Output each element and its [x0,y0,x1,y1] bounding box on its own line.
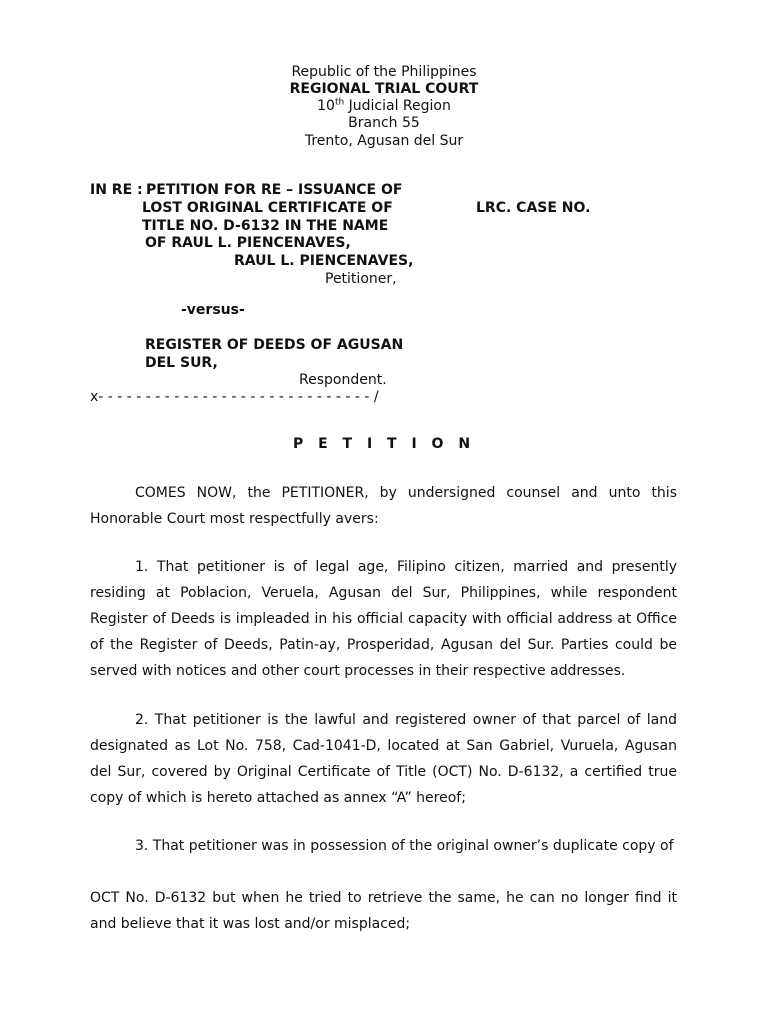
paragraph-2-text: 2. That petitioner is the lawful and registered owner of that parcel of land designated as Lot No. 758, Cad-1041-D, located at San Gabriel, Vuruela, Agusan del Sur, covered by Original Certificate of Title (OCT) No. D-6132, a certified true copy of which is hereto attached as annex “A” hereof; [90,712,677,806]
branch-line: Branch 55 [348,115,420,131]
petitioner-name: RAUL L. PIENCENAVES, [234,253,414,269]
in-re-label: IN RE : [90,182,143,198]
versus-label: -versus- [181,302,245,318]
paragraph-1-text: 1. That petitioner is of legal age, Filipino citizen, married and presently residing at Poblacion, Veruela, Agusan del Sur, Philippines, while respondent Register of Deeds is impleaded in his official capacity with official address at Office of the Register of Deeds, Patin-ay, Prosperidad, Agusan del Sur. Parties could be served with notices and other court processes in their respective addresses. [90,559,677,679]
petitioner-role: Petitioner, [325,271,397,287]
respondent-line-1: REGISTER OF DEEDS OF AGUSAN [145,337,404,353]
respondent-line-2: DEL SUR, [145,355,218,371]
caption-line-1: PETITION FOR RE – ISSUANCE OF [146,182,403,198]
caption-line-2: LOST ORIGINAL CERTIFICATE OF [142,200,393,216]
republic-line: Republic of the Philippines [291,64,477,80]
region-number: 10 [317,98,335,114]
judicial-region [0,98,768,115]
paragraph-1 [90,554,677,684]
region-text: Judicial Region [344,98,451,114]
caption-separator: x- - - - - - - - - - - - - - - - - - - - - - - - - - - - - / [90,389,379,405]
caption-line-3: TITLE NO. D-6132 IN THE NAME [142,218,389,234]
court-location: Trento, Agusan del Sur [304,133,464,149]
caption-line-4: OF RAUL L. PIENCENAVES, [145,235,351,251]
court-name: REGIONAL TRIAL COURT [289,81,479,97]
respondent-role: Respondent. [299,372,387,388]
case-number-label: LRC. CASE NO. [476,200,591,216]
paragraph-3-continued [90,885,677,937]
document-title: P E T I T I O N [292,436,476,452]
paragraph-2 [90,707,677,811]
intro-paragraph [90,480,677,532]
paragraph-3 [90,833,677,859]
paragraph-3-line-1: 3. That petitioner was in possession of the original owner’s duplicate copy of [135,838,674,854]
intro-text: COMES NOW, the PETITIONER, by undersigned counsel and unto this Honorable Court most respectfully avers: [90,485,677,527]
region-suffix: th [334,97,345,108]
paragraph-3-line-2: OCT No. D-6132 but when he tried to retrieve the same, he can no longer find it and believe that it was lost and/or misplaced; [90,890,677,932]
